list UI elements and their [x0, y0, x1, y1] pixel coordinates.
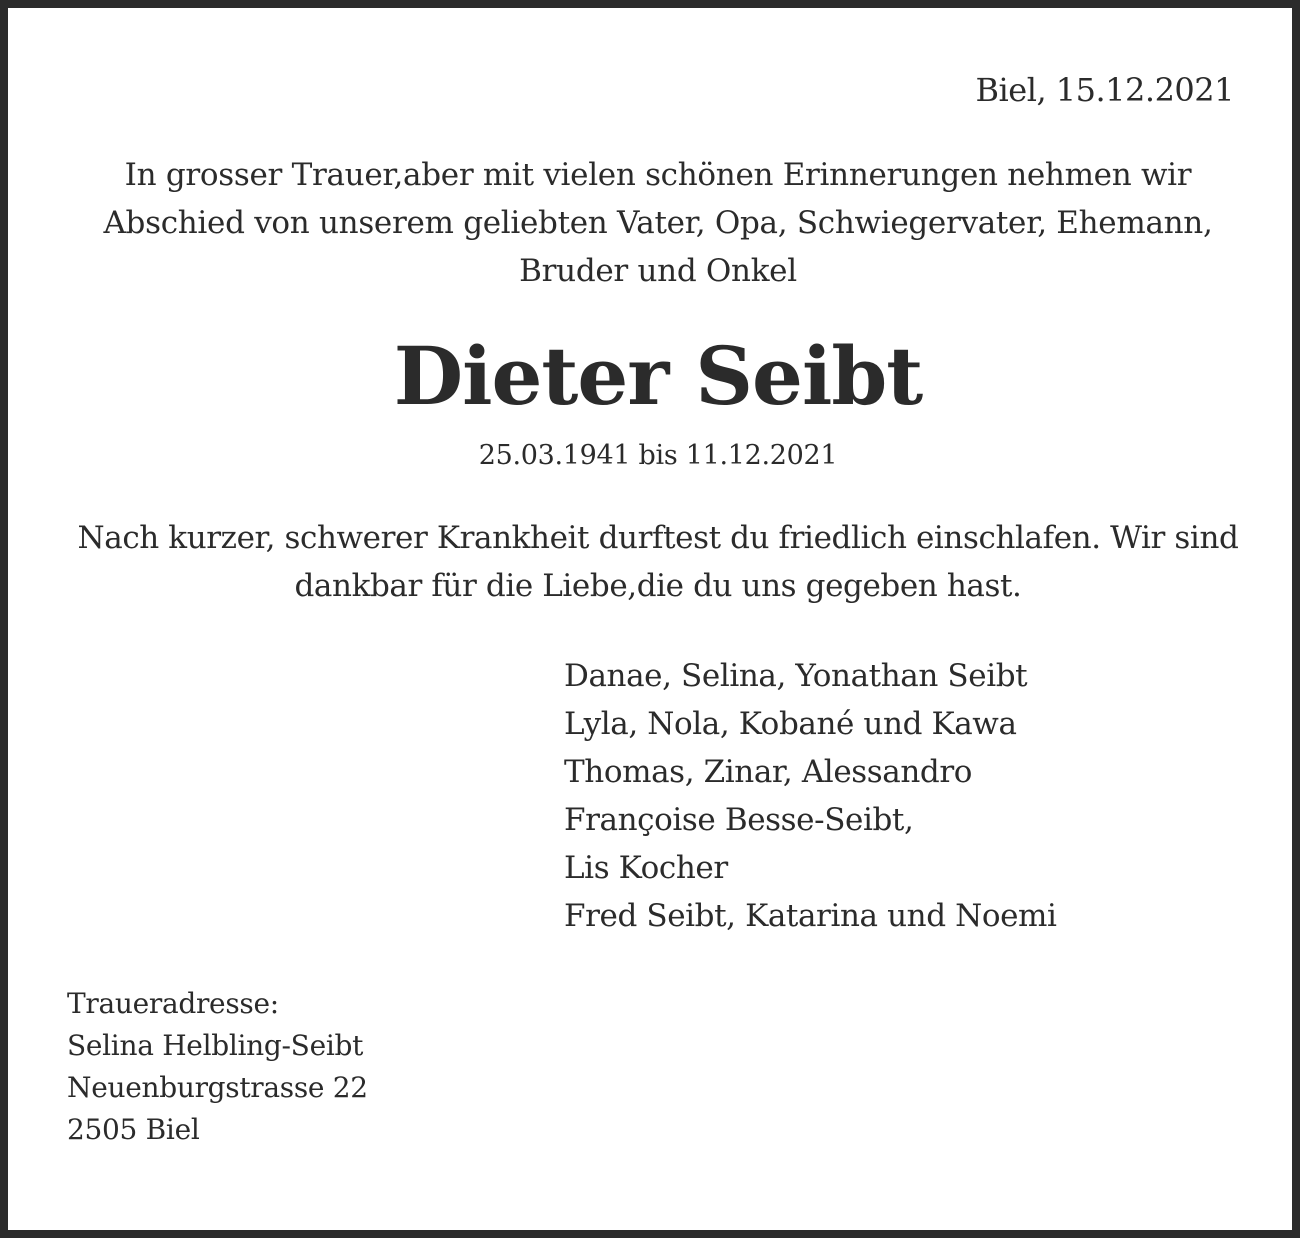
- address-label: Traueradresse:: [67, 987, 279, 1020]
- message-line: dankbar für die Liebe,die du uns gegeben hast.: [294, 568, 1022, 604]
- mourning-address: [67, 983, 368, 1151]
- mourner-line: Danae, Selina, Yonathan Seibt: [564, 658, 1028, 694]
- mourners-list: [564, 652, 1057, 940]
- intro-line: Bruder und Onkel: [519, 253, 797, 289]
- intro-line: In grosser Trauer,aber mit vielen schönen Erinnerungen nehmen wir: [124, 157, 1192, 193]
- address-name: Selina Helbling-Seibt: [67, 1029, 364, 1062]
- deceased-name: Dieter Seibt: [393, 329, 923, 423]
- mourner-line: Françoise Besse-Seibt,: [564, 802, 914, 838]
- mourner-line: Fred Seibt, Katarina und Noemi: [564, 898, 1057, 934]
- mourner-line: Thomas, Zinar, Alessandro: [564, 754, 973, 790]
- intro-line: Abschied von unserem geliebten Vater, Opa, Schwiegervater, Ehemann,: [103, 205, 1213, 241]
- lifespan-dates: 25.03.1941 bis 11.12.2021: [478, 440, 838, 471]
- address-street: Neuenburgstrasse 22: [67, 1071, 368, 1104]
- place-date: Biel, 15.12.2021: [975, 71, 1234, 109]
- address-city: 2505 Biel: [67, 1113, 200, 1146]
- message-line: Nach kurzer, schwerer Krankheit durftest du friedlich einschlafen. Wir sind: [77, 520, 1239, 556]
- mourner-line: Lis Kocher: [564, 850, 728, 886]
- mourner-line: Lyla, Nola, Kobané und Kawa: [564, 706, 1017, 742]
- intro-text: [8, 151, 1300, 295]
- farewell-message: [8, 514, 1300, 610]
